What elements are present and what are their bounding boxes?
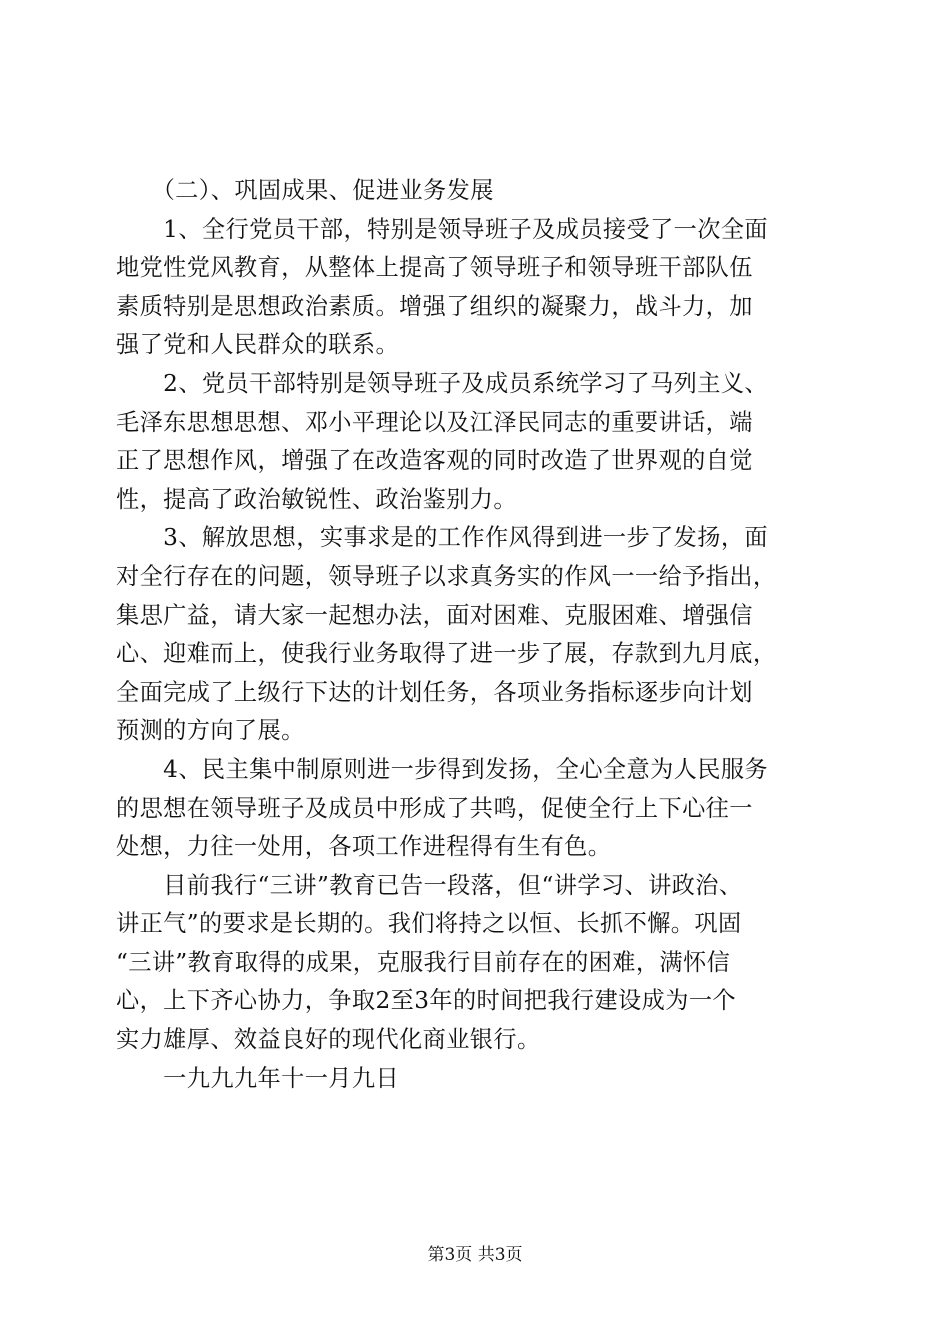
paragraph-line: 2、党员干部特别是领导班子及成员系统学习了马列主义、 (116, 369, 769, 397)
paragraph-line: 实力雄厚、效益良好的现代化商业银行。 (116, 1026, 541, 1054)
paragraph-line: “三讲”教育取得的成果，克服我行目前存在的困难，满怀信 (116, 948, 731, 976)
page-footer (0, 1244, 950, 1266)
paragraph-line: 对全行存在的问题，领导班子以求真务实的作风一一给予指出， (116, 562, 777, 590)
paragraph-line: 地党性党风教育，从整体上提高了领导班子和领导班干部队伍 (116, 254, 753, 282)
paragraph-line: 预测的方向了展。 (116, 717, 305, 745)
paragraph-line: 强了党和人民群众的联系。 (116, 331, 400, 359)
page-number: 第3页 共3页 (427, 1245, 523, 1265)
paragraph-line: 目前我行“三讲”教育已告一段落，但“讲学习、讲政治、 (116, 871, 743, 899)
paragraph-line: 全面完成了上级行下达的计划任务，各项业务指标逐步向计划 (116, 678, 753, 706)
paragraph-line: 心，上下齐心协力，争取2至3年的时间把我行建设成为一个 (116, 987, 736, 1015)
paragraph-line: 集思广益，请大家一起想办法，面对困难、克服困难、增强信 (116, 601, 753, 629)
document-date: 一九九九年十一月九日 (116, 1064, 400, 1092)
section-heading: （二）、巩固成果、促进业务发展 (116, 177, 494, 204)
paragraph-line: 的思想在领导班子及成员中形成了共鸣，促使全行上下心往一 (116, 794, 753, 822)
paragraph-line: 讲正气”的要求是长期的。我们将持之以恒、长抓不懈。巩固 (116, 910, 742, 938)
document-body (116, 172, 836, 1098)
paragraph-line: 1、全行党员干部，特别是领导班子及成员接受了一次全面 (116, 215, 769, 243)
paragraph-line: 素质特别是思想政治素质。增强了组织的凝聚力，战斗力，加 (116, 292, 753, 320)
paragraph-line: 毛泽东思想思想、邓小平理论以及江泽民同志的重要讲话，端 (116, 408, 753, 436)
paragraph-line: 4、民主集中制原则进一步得到发扬，全心全意为人民服务 (116, 755, 769, 783)
paragraph-line: 心、迎难而上，使我行业务取得了进一步了展，存款到九月底， (116, 640, 777, 668)
paragraph-line: 正了思想作风，增强了在改造客观的同时改造了世界观的自觉 (116, 447, 753, 475)
paragraph-line: 性，提高了政治敏锐性、政治鉴别力。 (116, 485, 517, 513)
paragraph-line: 处想，力往一处用，各项工作进程得有生有色。 (116, 833, 612, 861)
paragraph-line: 3、解放思想，实事求是的工作作风得到进一步了发扬，面 (116, 524, 769, 552)
